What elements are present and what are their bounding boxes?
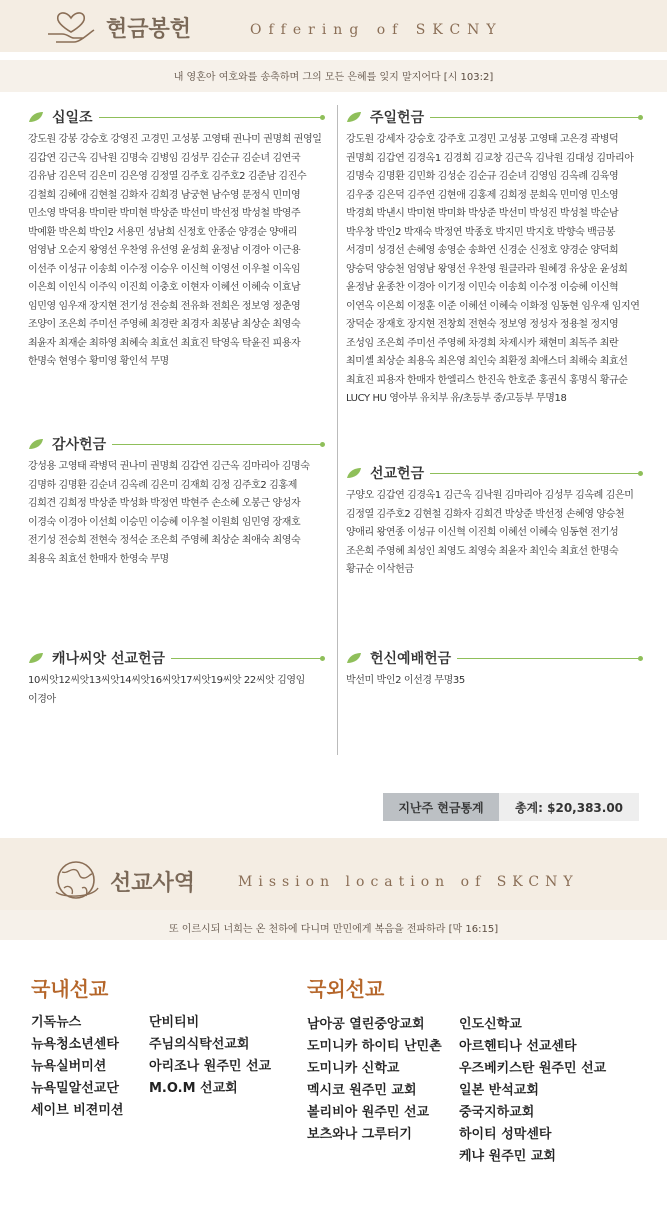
section-mission: [346, 462, 641, 580]
leaf-icon: [346, 652, 362, 664]
mission-item: 기독뉴스: [31, 1015, 82, 1030]
mission-item: 아르헨티나 선교센타: [459, 1039, 577, 1054]
section-names: 강도원 강세자 강승호 강주호 고경민 고성봉 고영태 고은경 곽병덕 권명희 김갑연 김경옥1 김경희 김교창 김근옥 김낙원 김대성 김마리아 김명숙 김명환 김민화 김성순 김순규 김순녀 김영임 김옥례 김육영 김우중 김은덕 김주연 김현애 김홍제 김희정 문희옥 민미영 민소영 박경희 박낸시 박미현 박미화 박상준 박선미 박성진 박성철 박순남 박우창 박인2 박재숙 박정연 박종호 박지민 박지호 박향숙 백금봉 서경미 성경선 손혜영 송영순 송화연 신경순 신정호 양경순 양덕희 양승덕 양승천 엄영남 왕영선 우찬영 원클라라 원혜경 유상운 윤성희 윤정남 윤종찬 이경아 이기정 이민숙 이송희 이수정 이승혜 이신혁 이연옥 이은희 이정훈 이준 이혜선 이혜숙 이화정 임동현 임우재 임지연 장덕순 장재호 장지현 전창희 전현숙 정보영 정성자 정용철 정지영 조성임 조은희 주미선 주영혜 차경희 차제시카 채현미 최독주 최란 최미셸 최상순 최용옥 최은영 최인숙 최환정 최애스더 최해숙 최효선 최효진 피용자 한매자 한엘리스 한진옥 한호준 홍권식 홍명식 황규순 LUCY HU 영아부 유치부 유/초등부 중/고등부 무명18: [346, 134, 640, 404]
foreign-list-1: [307, 1014, 442, 1146]
mission-title-ko: 선교사역: [110, 871, 196, 896]
mission-item: 케냐 원주민 교회: [459, 1149, 556, 1164]
foreign-mission-title: 국외선교: [307, 977, 385, 1001]
leaf-icon: [346, 111, 362, 123]
domestic-list-1: [31, 1012, 123, 1122]
section-names: 강성용 고영태 곽병덕 권나미 권명희 김갑연 김근옥 김마리아 김명숙 김명하 김명환 김순녀 김옥례 김은미 김재희 김정 김주호2 김홍제 김희견 김희정 박상준 박성화 박정연 박현주 손소혜 오봉근 양성자 이경숙 이경아 이선희 이승민 이승혜 이우철 이원희 임민영 장재호 전기성 전승희 전현숙 정석순 조은희 주영혜 최상순 최애숙 최영숙 최용옥 최효선 한매자 한영숙 무명: [28, 461, 310, 565]
section-title: 감사헌금: [52, 437, 107, 453]
offering-verse: 내 영혼아 여호와를 송축하며 그의 모든 은혜를 잊지 말지어다 [시 103:2]: [173, 72, 494, 83]
mission-item: 하이티 성막센타: [459, 1127, 552, 1142]
leaf-icon: [346, 467, 362, 479]
domestic-mission-title: 국내선교: [31, 977, 109, 1001]
offering-title-ko: 현금봉헌: [106, 17, 192, 42]
section-divider: [430, 117, 641, 118]
mission-item: 멕시코 원주민 교회: [307, 1083, 417, 1098]
mission-item: M.O.M 선교회: [149, 1081, 238, 1096]
section-title: 선교헌금: [370, 466, 425, 482]
leaf-icon: [28, 438, 44, 450]
section-names: 10씨앗12씨앗13씨앗14씨앗16씨앗17씨앗19씨앗 22씨앗 김영임 이경아: [28, 675, 305, 705]
mission-item: 중국지하교회: [459, 1105, 535, 1120]
leaf-icon: [28, 111, 44, 123]
section-divider: [171, 658, 323, 659]
domestic-list-2: [149, 1012, 271, 1100]
mission-item: 단비티비: [149, 1015, 200, 1030]
section-title: 캐나씨앗 선교헌금: [52, 651, 166, 667]
globe-icon: [52, 858, 102, 902]
section-names: 박선미 박인2 이선경 무명35: [346, 675, 465, 686]
mission-item: 뉴욕실버미션: [31, 1059, 107, 1074]
section-canasiat: [28, 647, 323, 709]
mission-item: 뉴욕밀알선교단: [31, 1081, 119, 1096]
mission-item: 아리조나 원주민 선교: [149, 1059, 272, 1074]
section-divider: [457, 658, 641, 659]
section-names: 구양오 김갑연 김경옥1 김근옥 김낙원 김마리아 김성무 김옥례 김은미 김정열 김주호2 김현철 김화자 김희견 박상준 박선정 손혜영 양승천 양애리 왕연종 이성규 이신혁 이진희 이혜선 이혜숙 임동현 전기성 조은희 주영혜 최성인 최영도 최영숙 최윤자 최인숙 최효선 한명숙 황규순 이삭헌금: [346, 490, 634, 575]
mission-item: 뉴욕청소년센타: [31, 1037, 119, 1052]
mission-item: 도미니카 하이티 난민촌: [307, 1039, 442, 1054]
mission-item: 보츠와나 그루터기: [307, 1127, 412, 1142]
section-tithe: [28, 106, 323, 372]
section-sunday: [346, 106, 641, 409]
mission-item: 일본 반석교회: [459, 1083, 539, 1098]
foreign-list-2: [459, 1014, 606, 1168]
section-divider: [430, 473, 641, 474]
mission-item: 볼리비아 원주민 선교: [307, 1105, 430, 1120]
mission-verse: 또 이르시되 너희는 온 천하에 다니며 만민에게 복음을 전파하라 [막 16:15]: [168, 924, 499, 935]
column-divider: [337, 105, 338, 755]
leaf-icon: [28, 652, 44, 664]
section-dedication: [346, 647, 641, 691]
stats-label: 지난주 현금통계: [383, 793, 499, 821]
weekly-stats: [383, 793, 639, 821]
hands-heart-icon: [44, 4, 98, 48]
mission-item: 우즈베키스탄 원주민 선교: [459, 1061, 607, 1076]
section-title: 십일조: [52, 110, 93, 126]
mission-item: 도미니카 신학교: [307, 1061, 400, 1076]
offering-title-en: Offering of SKCNY: [250, 22, 503, 38]
section-divider: [112, 444, 323, 445]
mission-item: 주님의식탁선교회: [149, 1037, 250, 1052]
mission-item: 인도신학교: [459, 1017, 522, 1032]
section-divider: [99, 117, 323, 118]
section-names: 강도원 강봉 강승호 강영진 고경민 고성봉 고영태 권나미 권명희 권영일 김갑연 김근옥 김낙원 김명숙 김병임 김성무 김순규 김순녀 김연국 김유남 김은덕 김은미 김은영 김정열 김주호 김주호2 김준남 김진수 김철희 김혜애 김현철 김화자 김희경 남궁현 남수영 문정식 민미영 민소영 박덕용 박미란 박미현 박상준 박선미 박선정 박성철 박영주 박예환 박은희 박인2 서용민 성남희 신정호 안종순 양경순 양애리 엄영남 오순지 왕영선 우찬영 유선영 윤성희 윤정남 이경아 이근용 이선주 이성규 이송희 이수정 이승우 이신혁 이영선 이우철 이옥임 이은희 이인식 이주익 이진희 이충호 이현자 이혜선 이혜숙 이효남 임민영 임우재 장지현 전기성 전승희 전유화 전희은 정보영 정춘영 조양이 조은희 주미선 주영혜 최경란 최경자 최봉남 최상순 최영숙 최윤자 최재순 최하영 최혜숙 최효선 최효진 탁영옥 탁윤진 피용자 한명숙 현영수 황미영 황인석 무명: [28, 134, 322, 367]
mission-item: 남아공 열린중앙교회: [307, 1017, 425, 1032]
section-thanks: [28, 433, 323, 569]
stats-total: 총계: $20,383.00: [499, 793, 639, 821]
mission-title-en: Mission location of SKCNY: [238, 874, 579, 890]
section-title: 주일헌금: [370, 110, 425, 126]
section-title: 헌신예배헌금: [370, 651, 452, 667]
mission-item: 세이브 비젼미션: [31, 1103, 124, 1118]
